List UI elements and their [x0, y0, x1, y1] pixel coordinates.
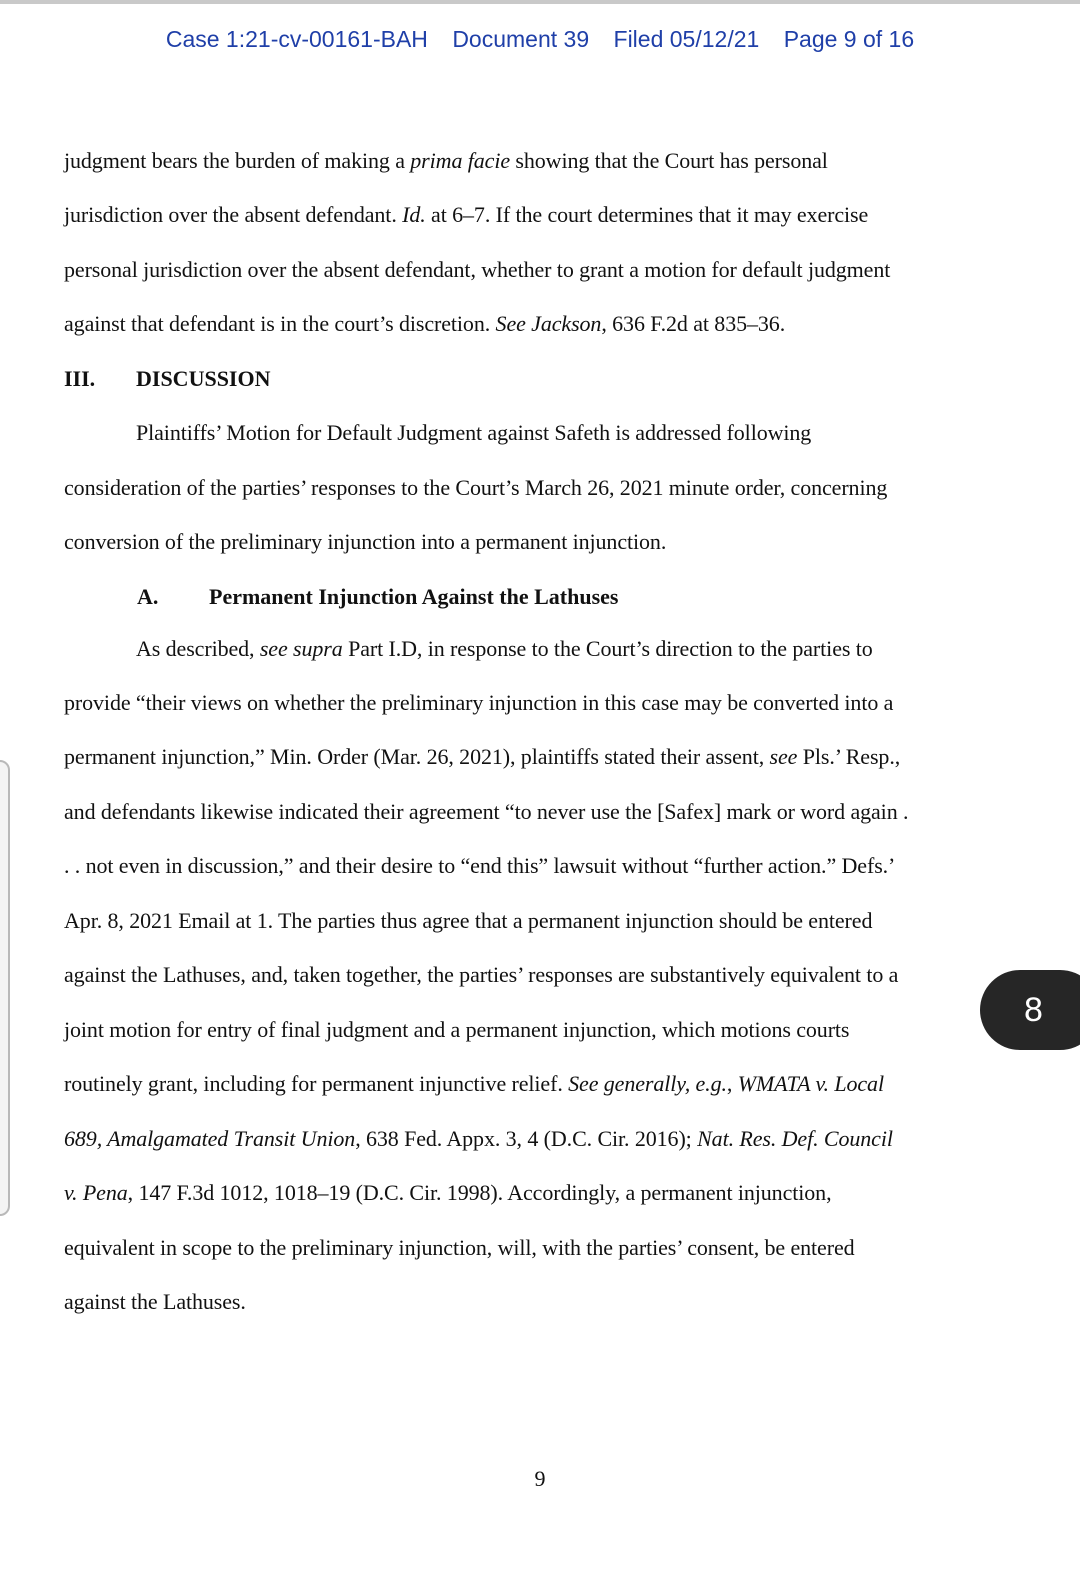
body-line: As described, see supra Part I.D, in response to the Court’s direction to the parties to [136, 636, 873, 661]
body-line: Plaintiffs’ Motion for Default Judgment against Safeth is addressed following [136, 420, 812, 445]
body-line: routinely grant, including for permanent injunctive relief. See generally, e.g., WMATA v. Local [64, 1071, 884, 1096]
body-line: against that defendant is in the court’s discretion. See Jackson, 636 F.2d at 835–36. [64, 311, 786, 336]
body-line: . . not even in discussion,” and their desire to “end this” lawsuit without “further action.” Defs.’ [64, 853, 896, 878]
body-line: against the Lathuses, and, taken together, the parties’ responses are substantively equivalent to a [64, 962, 899, 987]
page-indicator-badge[interactable]: 8 [980, 970, 1080, 1050]
body-line: permanent injunction,” Min. Order (Mar. 26, 2021), plaintiffs stated their assent, see Pls.’ Resp., [64, 744, 901, 769]
body-line: 689, Amalgamated Transit Union, 638 Fed. Appx. 3, 4 (D.C. Cir. 2016); Nat. Res. Def. Council [64, 1126, 893, 1151]
body-line: and defendants likewise indicated their agreement “to never use the [Safex] mark or word again . [64, 799, 909, 824]
section-number: III. [64, 366, 96, 391]
header-document: Document 39 [452, 26, 590, 52]
subsection-title: Permanent Injunction Against the Lathuses [209, 584, 619, 609]
body-line: against the Lathuses. [64, 1289, 246, 1314]
body-line: jurisdiction over the absent defendant. Id. at 6–7. If the court determines that it may exercise [64, 202, 869, 227]
header-filed-date: Filed 05/12/21 [613, 26, 760, 52]
page-number: 9 [534, 1466, 546, 1491]
body-line: provide “their views on whether the preliminary injunction in this case may be converted into a [64, 690, 894, 715]
header-page: Page 9 of 16 [783, 26, 915, 52]
header-case-number: Case 1:21-cv-00161-BAH [165, 26, 428, 52]
body-line: Apr. 8, 2021 Email at 1. The parties thus agree that a permanent injunction should be entered [64, 908, 873, 933]
scrollbar-handle[interactable] [0, 760, 10, 1216]
body-line: equivalent in scope to the preliminary injunction, will, with the parties’ consent, be entered [64, 1235, 855, 1260]
body-line: consideration of the parties’ responses to the Court’s March 26, 2021 minute order, concerning [64, 475, 888, 500]
top-rule [0, 0, 1080, 4]
body-line: conversion of the preliminary injunction into a permanent injunction. [64, 529, 667, 554]
body-line: personal jurisdiction over the absent defendant, whether to grant a motion for default judgment [64, 257, 891, 282]
body-line: joint motion for entry of final judgment and a permanent injunction, which motions courts [64, 1017, 850, 1042]
case-header [0, 26, 1080, 53]
subsection-letter: A. [137, 584, 159, 609]
body-line: v. Pena, 147 F.3d 1012, 1018–19 (D.C. Cir. 1998). Accordingly, a permanent injunction, [64, 1180, 832, 1205]
section-title: DISCUSSION [136, 366, 271, 391]
body-line: judgment bears the burden of making a prima facie showing that the Court has personal [64, 148, 828, 173]
